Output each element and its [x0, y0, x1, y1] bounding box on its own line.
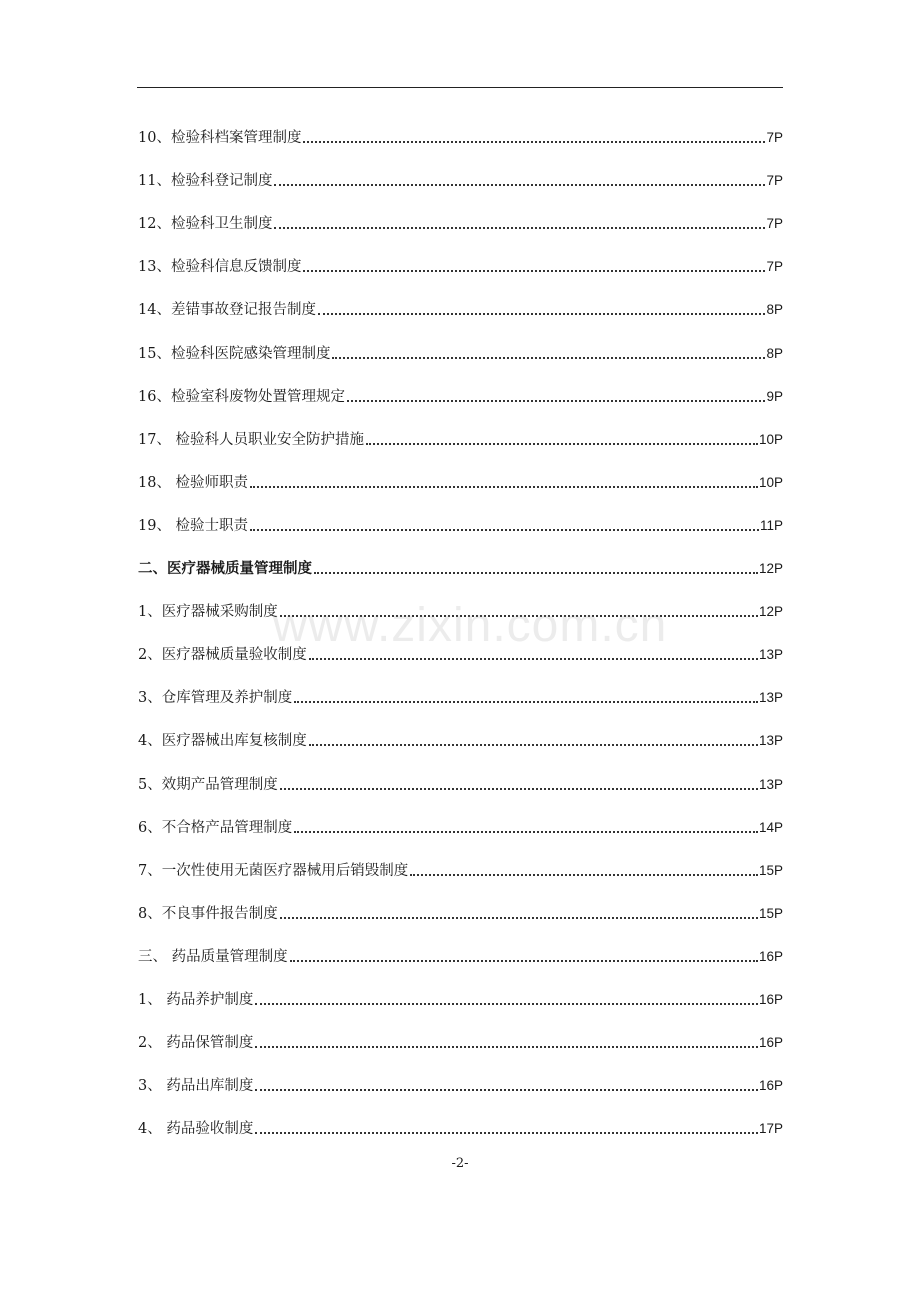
dot-leader: [280, 917, 758, 919]
toc-entry-title: 5、效期产品管理制度: [138, 776, 278, 793]
header-rule: [137, 87, 783, 88]
toc-entry[interactable]: [138, 319, 783, 362]
toc-entry-page: 13P: [758, 776, 783, 792]
dot-leader: [294, 831, 758, 833]
dot-leader: [347, 400, 766, 402]
toc-entry[interactable]: [138, 535, 783, 578]
toc-entry-page: 13P: [758, 733, 783, 749]
toc-entry-page: 7P: [766, 173, 783, 189]
toc-entry[interactable]: [138, 923, 783, 966]
dot-leader: [309, 658, 758, 660]
toc-entry-title: 17、 检验科人员职业安全防护措施: [138, 431, 365, 448]
watermark: www.zixin.com.cn: [272, 599, 668, 652]
toc-entry-page: 10P: [758, 431, 783, 447]
dot-leader: [318, 313, 766, 315]
toc-entry-page: 10P: [758, 474, 783, 490]
toc-entry-page: 7P: [766, 130, 783, 146]
toc-entry-page: 9P: [766, 388, 783, 404]
dot-leader: [314, 572, 758, 574]
toc-entry-page: 7P: [766, 216, 783, 232]
dot-leader: [255, 1003, 758, 1005]
dot-leader: [410, 874, 758, 876]
toc-entry-title: 7、一次性使用无菌医疗器械用后销毁制度: [138, 862, 409, 879]
toc-entry-title: 11、检验科登记制度: [138, 173, 273, 190]
dot-leader: [366, 443, 758, 445]
toc-entry-page: 16P: [758, 991, 783, 1007]
toc-entry-title: 4、医疗器械出库复核制度: [138, 733, 307, 750]
toc-entry-page: 11P: [759, 517, 783, 533]
toc-entry[interactable]: [138, 190, 783, 233]
toc-entry[interactable]: [138, 966, 783, 1009]
toc-entry-title: 2、医疗器械质量验收制度: [138, 647, 307, 664]
toc-entry[interactable]: [138, 880, 783, 923]
toc-entry-page: 13P: [758, 647, 783, 663]
dot-leader: [280, 788, 758, 790]
toc-entry-page: 13P: [758, 690, 783, 706]
toc-entry-page: 12P: [758, 561, 783, 577]
toc-entry[interactable]: [138, 794, 783, 837]
dot-leader: [255, 1089, 758, 1091]
toc-entry-title: 4、 药品验收制度: [138, 1121, 254, 1138]
toc-entry-page: 15P: [758, 862, 783, 878]
toc-entry[interactable]: [138, 1052, 783, 1095]
dot-leader: [290, 960, 758, 962]
toc-entry-page: 7P: [766, 259, 783, 275]
toc-entry[interactable]: [138, 449, 783, 492]
toc-entry-title: 二、医疗器械质量管理制度: [138, 561, 312, 578]
toc-entry-title: 13、检验科信息反馈制度: [138, 259, 302, 276]
toc-entry-title: 18、 检验师职责: [138, 474, 249, 491]
toc-entry-page: 12P: [758, 604, 783, 620]
dot-leader: [250, 529, 759, 531]
toc-entry[interactable]: [138, 1009, 783, 1052]
toc-entry[interactable]: [138, 363, 783, 406]
dot-leader: [274, 227, 765, 229]
toc-entry[interactable]: [138, 621, 783, 664]
toc-entry-title: 15、检验科医院感染管理制度: [138, 345, 331, 362]
toc-entry-page: 14P: [758, 819, 783, 835]
toc-entry-title: 12、检验科卫生制度: [138, 216, 273, 233]
toc-entry[interactable]: [138, 664, 783, 707]
toc-entry[interactable]: [138, 707, 783, 750]
toc-entry[interactable]: [138, 578, 783, 621]
toc-entry-page: 8P: [766, 302, 783, 318]
toc-entry-title: 3、 药品出库制度: [138, 1078, 254, 1095]
dot-leader: [303, 141, 765, 143]
dot-leader: [309, 744, 758, 746]
toc-entry-page: 16P: [758, 1078, 783, 1094]
dot-leader: [250, 486, 758, 488]
toc-entry-page: 8P: [766, 345, 783, 361]
toc-entry-title: 6、不合格产品管理制度: [138, 819, 293, 836]
toc-entry-title: 19、 检验士职责: [138, 517, 249, 534]
dot-leader: [332, 357, 765, 359]
toc-entry[interactable]: [138, 492, 783, 535]
toc-entry[interactable]: [138, 750, 783, 793]
toc-entry-page: 15P: [758, 905, 783, 921]
toc-entry-page: 16P: [758, 1035, 783, 1051]
toc-entry[interactable]: [138, 406, 783, 449]
dot-leader: [255, 1132, 758, 1134]
toc-entry[interactable]: [138, 276, 783, 319]
page-number: -2-: [451, 1156, 469, 1171]
toc-entry-title: 三、 药品质量管理制度: [138, 948, 288, 965]
toc-entry-title: 8、不良事件报告制度: [138, 905, 278, 922]
toc-entry[interactable]: [138, 837, 783, 880]
toc-entry[interactable]: [138, 233, 783, 276]
toc-entry-page: 17P: [758, 1121, 783, 1137]
dot-leader: [274, 184, 765, 186]
toc-entry-title: 10、检验科档案管理制度: [138, 130, 302, 147]
toc-entry-title: 1、医疗器械采购制度: [138, 604, 278, 621]
toc-entry-title: 14、差错事故登记报告制度: [138, 302, 316, 319]
toc-entry[interactable]: [138, 104, 783, 147]
toc-entry-page: 16P: [758, 948, 783, 964]
dot-leader: [255, 1046, 758, 1048]
toc-entry-title: 2、 药品保管制度: [138, 1035, 254, 1052]
dot-leader: [303, 270, 765, 272]
dot-leader: [280, 615, 758, 617]
toc-entry-title: 16、检验室科废物处置管理规定: [138, 388, 345, 405]
toc-entry-title: 1、 药品养护制度: [138, 991, 254, 1008]
table-of-contents: [138, 104, 783, 1138]
toc-entry[interactable]: [138, 1095, 783, 1138]
dot-leader: [294, 701, 758, 703]
toc-entry[interactable]: [138, 147, 783, 190]
toc-entry-title: 3、仓库管理及养护制度: [138, 690, 293, 707]
